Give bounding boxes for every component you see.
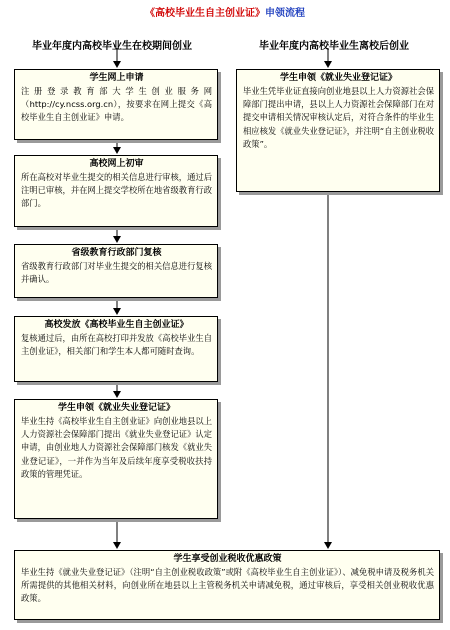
right-step-apply-employment-certificate [236, 69, 440, 192]
left-column-heading: 毕业年度内高校毕业生在校期间创业 [32, 41, 192, 52]
title-suffix: 申领流程 [265, 8, 305, 19]
step-body: 注册登录教育部大学生创业服务网（http://cy.ncss.org.cn），按要求在网上提交《高校毕业生自主创业证》申请。 [21, 86, 212, 123]
step-school-online-review [14, 155, 218, 227]
right-column-heading: 毕业年度内高校毕业生离校后创业 [259, 41, 409, 52]
final-step-tax-benefits [14, 550, 440, 620]
step-title: 学生网上申请 [89, 73, 144, 83]
step-title: 省级教育行政部门复核 [71, 248, 162, 258]
step-body: 所在高校对毕业生提交的相关信息进行审核，通过后注明已审核，并在网上提交学校所在地省级教育行政部门。 [21, 172, 212, 209]
step-apply-employment-certificate [14, 399, 218, 519]
step-title: 学生享受创业税收优惠政策 [173, 554, 282, 564]
step-student-online-application [14, 69, 218, 140]
step-body: 毕业生持《高校毕业生自主创业证》向创业地县以上人力资源社会保障部门提出《就业失业登记证》认定申请，由创业地人力资源社会保障部门核发《就业失业登记证》，一并作为当年及后续年度享受税收扶持政策的管理凭证。 [21, 416, 212, 479]
step-body: 复核通过后，由所在高校打印并发放《高校毕业生自主创业证》，相关部门和学生本人都可随时查询。 [21, 333, 212, 357]
step-title: 学生申领《就业失业登记证》 [279, 73, 397, 83]
step-body: 毕业生凭毕业证直接向创业地县以上人力资源社会保障部门提出申请，县以上人力资源社会保障部门在对提交申请相关情况审核认定后，对符合条件的毕业生相应核发《就业失业登记证》，并注明“自主创业税收政策”。 [243, 86, 434, 149]
step-title: 学生申领《就业失业登记证》 [57, 403, 175, 413]
step-provincial-recheck [14, 244, 218, 298]
step-body: 毕业生持《就业失业登记证》（注明“自主创业税收政策”或附《高校毕业生自主创业证》）、减免税申请及税务机关所需提供的其他相关材料，向创业所在地县以上主管税务机关申请减免税，通过审核后，享受相关创业税收优惠政策。 [21, 567, 434, 604]
step-school-issues-certificate [14, 316, 218, 382]
step-title: 高校发放《高校毕业生自主创业证》 [44, 320, 189, 330]
step-body: 省级教育行政部门对毕业生提交的相关信息进行复核并确认。 [21, 261, 212, 285]
step-title: 高校网上初审 [89, 159, 144, 169]
title-main: 《高校毕业生自主创业证》 [145, 8, 265, 19]
